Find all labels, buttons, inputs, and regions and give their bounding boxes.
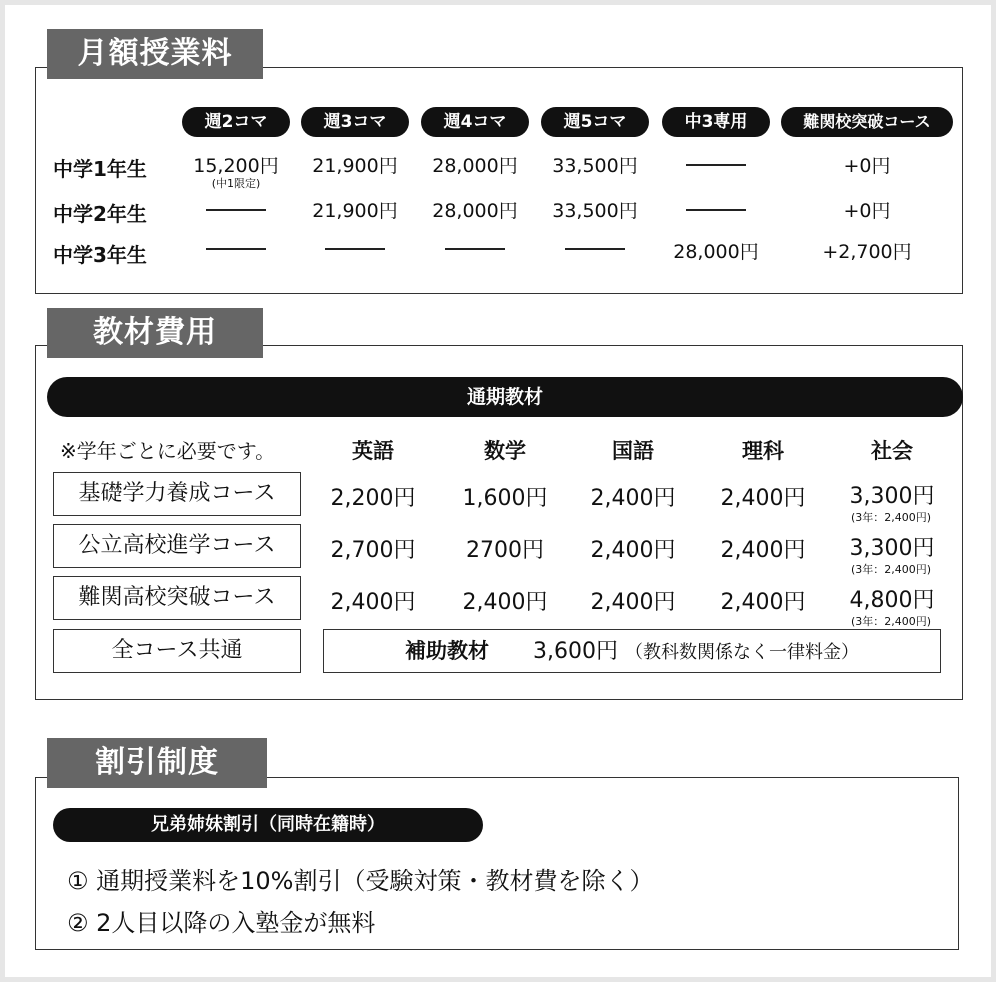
fee-empty-dash bbox=[686, 209, 746, 211]
price-cell: 2,400円 bbox=[462, 590, 548, 615]
subject-science: 理科 bbox=[742, 439, 784, 463]
price-cell: 2,400円 bbox=[720, 486, 806, 511]
col-header-2koma: 週2コマ bbox=[182, 107, 290, 137]
fee-cell: +0円 bbox=[843, 155, 891, 177]
price-cell: 4,800円 bbox=[849, 588, 935, 613]
fee-cell: 28,000円 bbox=[432, 155, 518, 177]
course-kiso: 基礎学力養成コース bbox=[53, 472, 301, 516]
course-nankan: 難関高校突破コース bbox=[53, 576, 301, 620]
subject-english: 英語 bbox=[352, 439, 394, 463]
col-header-nankan: 難関校突破コース bbox=[781, 107, 953, 137]
col-header-5koma: 週5コマ bbox=[541, 107, 649, 137]
price-sheet bbox=[5, 5, 991, 977]
col-header-3koma: 週3コマ bbox=[301, 107, 409, 137]
fee-cell: 33,500円 bbox=[552, 155, 638, 177]
price-cell: 2,400円 bbox=[590, 486, 676, 511]
fee-empty-dash bbox=[565, 248, 625, 250]
fee-empty-dash bbox=[686, 164, 746, 166]
fee-empty-dash bbox=[325, 248, 385, 250]
course-kouritsu: 公立高校進学コース bbox=[53, 524, 301, 568]
monthly-fee-title: 月額授業料 bbox=[47, 29, 263, 79]
price-cell: 2,400円 bbox=[590, 590, 676, 615]
subject-math: 数学 bbox=[484, 439, 526, 463]
fee-cell: 15,200円 bbox=[193, 155, 279, 177]
price-cell: 2,400円 bbox=[720, 590, 806, 615]
fee-cell: 21,900円 bbox=[312, 200, 398, 222]
fee-cell: 33,500円 bbox=[552, 200, 638, 222]
price-cell: 2,400円 bbox=[330, 590, 416, 615]
col-header-chu3: 中3専用 bbox=[662, 107, 770, 137]
row-label-grade2: 中学2年生 bbox=[53, 202, 147, 226]
col-header-4koma: 週4コマ bbox=[421, 107, 529, 137]
discount-title: 割引制度 bbox=[47, 738, 267, 788]
subject-japanese: 国語 bbox=[612, 439, 654, 463]
price-cell: 2,400円 bbox=[720, 538, 806, 563]
discount-banner: 兄弟姉妹割引（同時在籍時） bbox=[53, 808, 483, 842]
fee-cell: +0円 bbox=[843, 200, 891, 222]
fee-cell: 28,000円 bbox=[432, 200, 518, 222]
price-cell: 2,200円 bbox=[330, 486, 416, 511]
materials-banner: 通期教材 bbox=[47, 377, 963, 417]
fee-empty-dash bbox=[206, 209, 266, 211]
common-materials-label: 補助教材 bbox=[405, 639, 489, 663]
row-label-grade1: 中学1年生 bbox=[53, 157, 147, 181]
price-cell: 2,400円 bbox=[590, 538, 676, 563]
fee-empty-dash bbox=[206, 248, 266, 250]
common-materials-note: （教科数関係なく一律料金） bbox=[624, 642, 859, 663]
price-cell: 3,300円 bbox=[849, 484, 935, 509]
discount-item-2: ② 2人目以降の入塾金が無料 bbox=[67, 909, 376, 937]
price-cell: 2700円 bbox=[466, 538, 544, 563]
common-materials-box bbox=[323, 629, 941, 673]
price-cell: 1,600円 bbox=[462, 486, 548, 511]
materials-title: 教材費用 bbox=[47, 308, 263, 358]
common-materials-price: 3,600円 bbox=[533, 639, 618, 664]
social-note: (3年：2,400円) bbox=[850, 615, 932, 628]
row-label-grade3: 中学3年生 bbox=[53, 243, 147, 267]
subject-social: 社会 bbox=[871, 439, 913, 463]
fee-note: (中1限定) bbox=[211, 177, 261, 190]
social-note: (3年：2,400円) bbox=[850, 511, 932, 524]
course-common: 全コース共通 bbox=[53, 629, 301, 673]
materials-note: ※学年ごとに必要です。 bbox=[60, 439, 276, 463]
price-cell: 3,300円 bbox=[849, 536, 935, 561]
price-cell: 2,700円 bbox=[330, 538, 416, 563]
fee-cell: 28,000円 bbox=[673, 241, 759, 263]
fee-empty-dash bbox=[445, 248, 505, 250]
social-note: (3年：2,400円) bbox=[850, 563, 932, 576]
fee-cell: +2,700円 bbox=[822, 241, 912, 263]
discount-item-1: ① 通期授業料を10%割引（受験対策・教材費を除く） bbox=[67, 867, 654, 895]
fee-cell: 21,900円 bbox=[312, 155, 398, 177]
